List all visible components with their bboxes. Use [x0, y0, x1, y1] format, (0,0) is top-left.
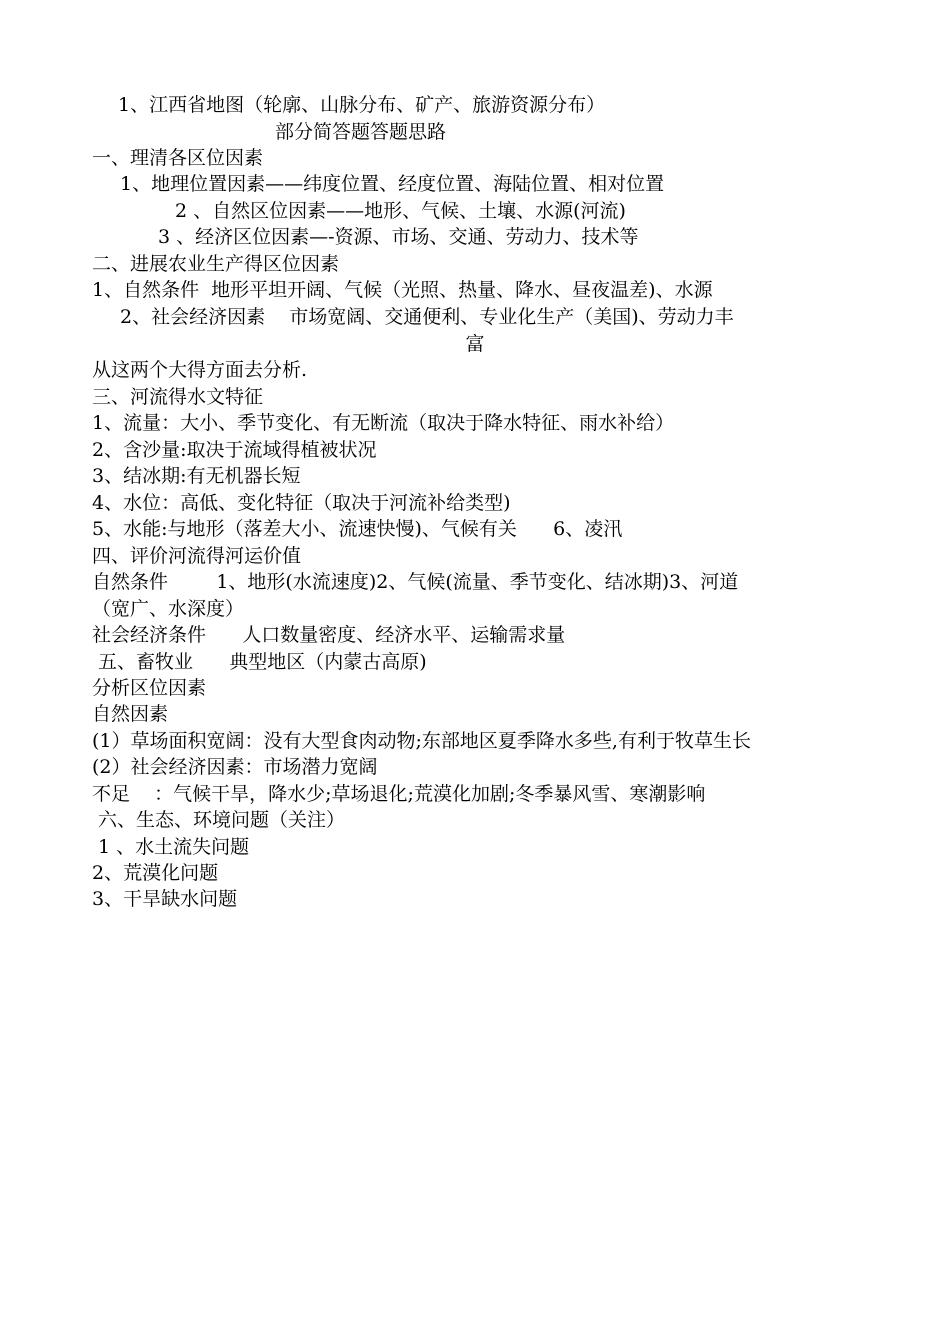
heading-section-1: 一、理清各区位因素	[92, 147, 264, 169]
heading-section-4: 四、评价河流得河运价值	[92, 545, 302, 567]
text-line: 从这两个大得方面去分析.	[92, 359, 308, 381]
text-line: 3 、经济区位因素—-资源、市场、交通、劳动力、技术等	[158, 226, 639, 248]
text-line: 2、含沙量:取决于流域得植被状况	[92, 439, 377, 461]
text-line: 社会经济条件 人口数量密度、经济水平、运输需求量	[92, 624, 566, 646]
text-line: 自然条件 1、地形(水流速度)2、气候(流量、季节变化、结冰期)3、河道	[92, 571, 739, 593]
text-line: 不足 ：气候干旱，降水少;草场退化;荒漠化加剧;冬季暴风雪、寒潮影响	[92, 783, 706, 805]
text-line: 自然因素	[92, 703, 169, 725]
text-line: 2 、自然区位因素——地形、气候、土壤、水源(河流)	[175, 200, 626, 222]
text-line: （宽广、水深度）	[92, 598, 245, 620]
text-line: 1、流量：大小、季节变化、有无断流（取决于降水特征、雨水补给）	[92, 412, 675, 434]
text-line: 1 、水土流失问题	[92, 836, 250, 858]
text-line: (2）社会经济因素：市场潜力宽阔	[92, 756, 378, 778]
heading-section-6: 六、生态、环境问题（关注）	[92, 809, 346, 831]
text-line: 分析区位因素	[92, 677, 207, 699]
text-line: 3、结冰期:有无机器长短	[92, 465, 301, 487]
section-heading-ideas: 部分简答题答题思路	[275, 121, 447, 143]
text-line: (1）草场面积宽阔：没有大型食肉动物;东部地区夏季降水多些,有利于牧草生长	[92, 730, 751, 752]
text-line: 1、地理位置因素——纬度位置、经度位置、海陆位置、相对位置	[120, 173, 665, 195]
text-line-map: 1、江西省地图（轮廓、山脉分布、矿产、旅游资源分布）	[118, 94, 606, 116]
text-line: 2、荒漠化问题	[92, 862, 219, 884]
text-line-wrap: 富	[465, 333, 485, 355]
text-line: 3、干旱缺水问题	[92, 888, 238, 910]
text-line: 1、自然条件 地形平坦开阔、气候（光照、热量、降水、昼夜温差)、水源	[92, 279, 713, 301]
text-line: 4、水位：高低、变化特征（取决于河流补给类型)	[92, 492, 511, 514]
text-line: 2、社会经济因素 市场宽阔、交通便利、专业化生产（美国)、劳动力丰	[120, 306, 734, 328]
heading-section-3: 三、河流得水文特征	[92, 386, 264, 408]
heading-section-2: 二、进展农业生产得区位因素	[92, 253, 340, 275]
heading-section-5: 五、畜牧业 典型地区（内蒙古高原)	[92, 651, 427, 673]
text-line: 5、水能:与地形（落差大小、流速快慢)、气候有关 6、凌汛	[92, 518, 623, 540]
